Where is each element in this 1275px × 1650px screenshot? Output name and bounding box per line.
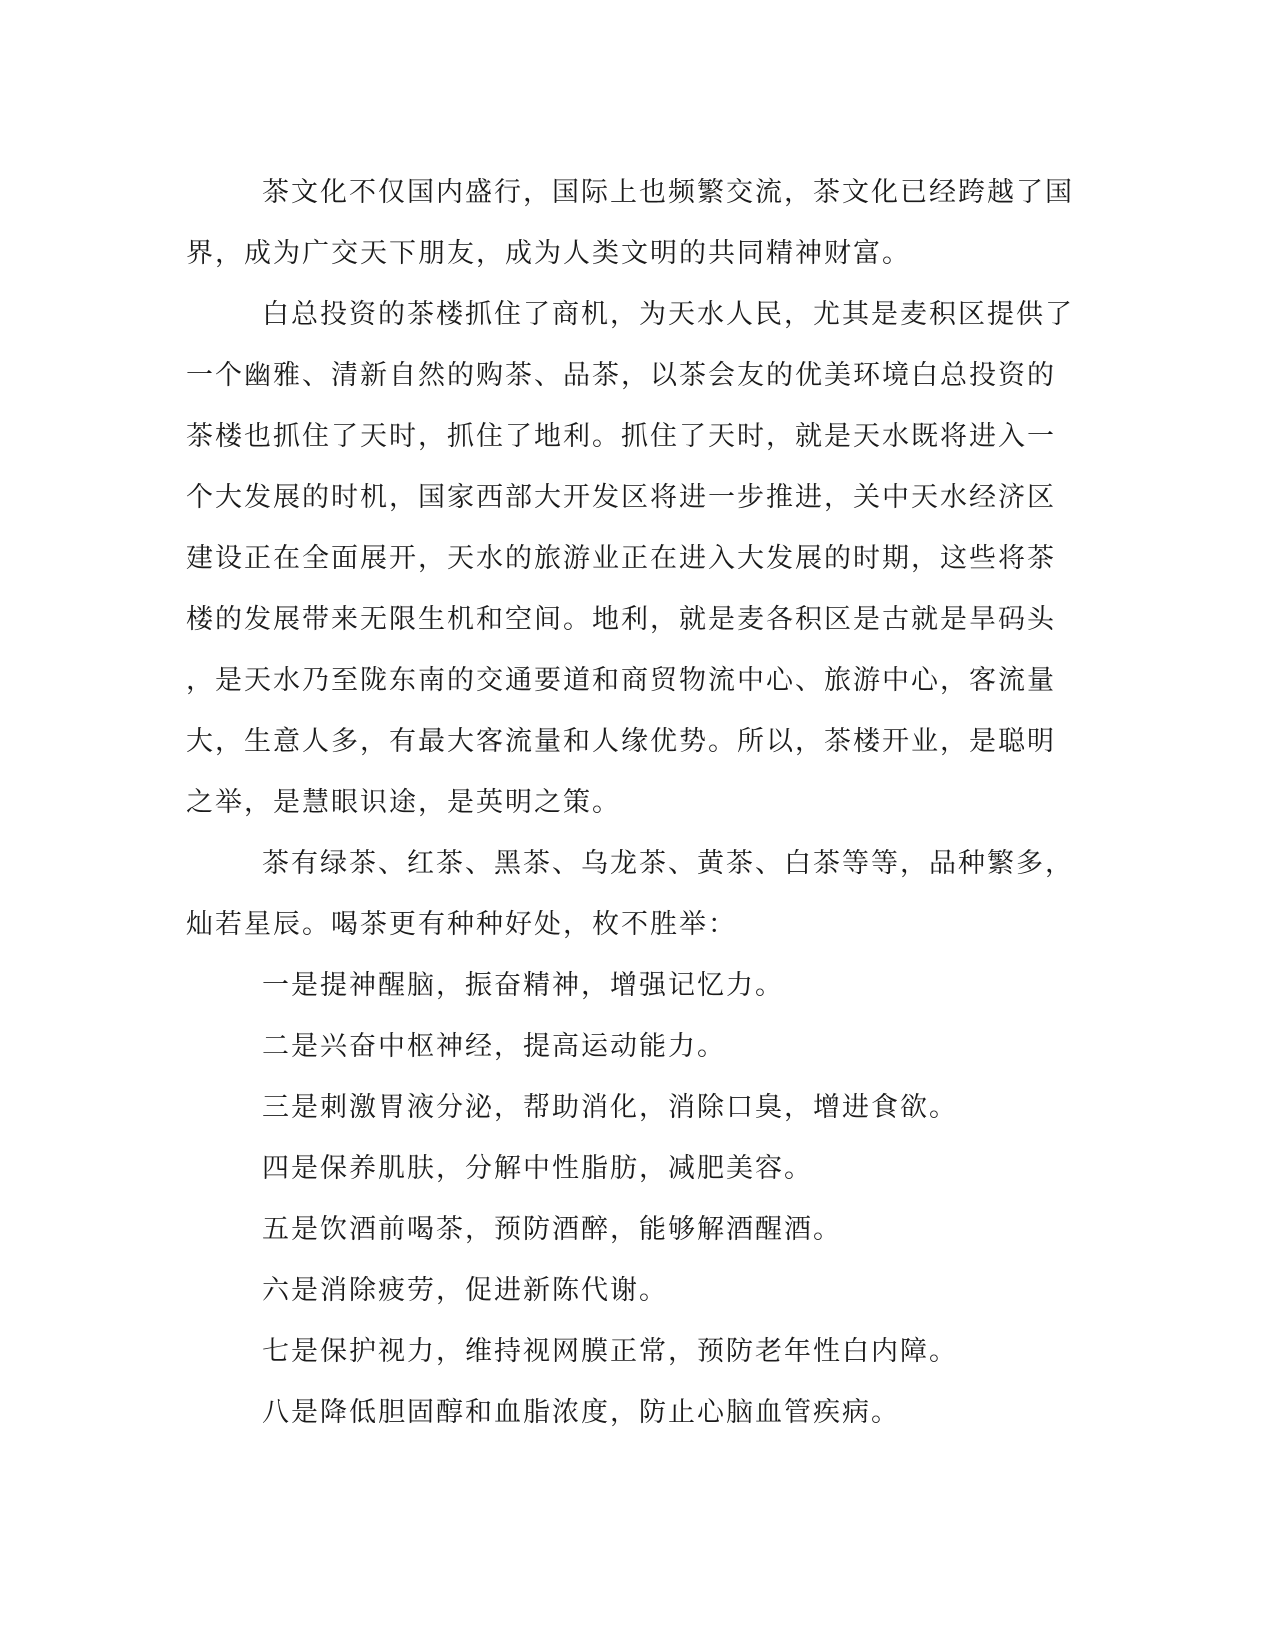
paragraph-teahouse-opportunity xyxy=(186,284,1076,833)
text-line: 建设正在全面展开，天水的旅游业正在进入大发展的时期，这些将茶 xyxy=(186,543,1056,574)
text-line: 个大发展的时机，国家西部大开发区将进一步推进，关中天水经济区 xyxy=(186,482,1056,513)
body-text xyxy=(186,162,1076,1443)
text-line: 楼的发展带来无限生机和空间。地利，就是麦各积区是古就是旱码头 xyxy=(186,604,1056,635)
text-line: ，是天水乃至陇东南的交通要道和商贸物流中心、旅游中心，客流量 xyxy=(186,665,1056,696)
text-line: 茶有绿茶、红茶、黑茶、乌龙茶、黄茶、白茶等等，品种繁多， xyxy=(262,848,1074,879)
list-item: 五是饮酒前喝茶，预防酒醉，能够解酒醒酒。 xyxy=(262,1214,842,1245)
text-line: 茶楼也抓住了天时，抓住了地利。抓住了天时，就是天水既将进入一 xyxy=(186,421,1056,452)
text-line: 白总投资的茶楼抓住了商机，为天水人民，尤其是麦积区提供了 xyxy=(262,299,1074,330)
list-item: 三是刺激胃液分泌，帮助消化，消除口臭，增进食欲。 xyxy=(262,1092,958,1123)
text-line: 灿若星辰。喝茶更有种种好处，枚不胜举： xyxy=(186,909,737,940)
benefits-list xyxy=(186,955,1076,1443)
text-line: 之举，是慧眼识途，是英明之策。 xyxy=(186,787,621,818)
list-item: 八是降低胆固醇和血脂浓度，防止心脑血管疾病。 xyxy=(262,1397,900,1428)
text-line: 大，生意人多，有最大客流量和人缘优势。所以，茶楼开业，是聪明 xyxy=(186,726,1056,757)
list-item: 一是提神醒脑，振奋精神，增强记忆力。 xyxy=(262,970,784,1001)
list-item: 六是消除疲劳，促进新陈代谢。 xyxy=(262,1275,668,1306)
paragraph-tea-culture xyxy=(186,162,1076,284)
paragraph-tea-varieties xyxy=(186,833,1076,955)
list-item: 四是保养肌肤，分解中性脂肪，减肥美容。 xyxy=(262,1153,813,1184)
list-item: 七是保护视力，维持视网膜正常，预防老年性白内障。 xyxy=(262,1336,958,1367)
text-line: 茶文化不仅国内盛行，国际上也频繁交流，茶文化已经跨越了国 xyxy=(262,177,1074,208)
list-item: 二是兴奋中枢神经，提高运动能力。 xyxy=(262,1031,726,1062)
text-line: 一个幽雅、清新自然的购茶、品茶，以茶会友的优美环境白总投资的 xyxy=(186,360,1056,391)
text-line: 界，成为广交天下朋友，成为人类文明的共同精神财富。 xyxy=(186,238,911,269)
